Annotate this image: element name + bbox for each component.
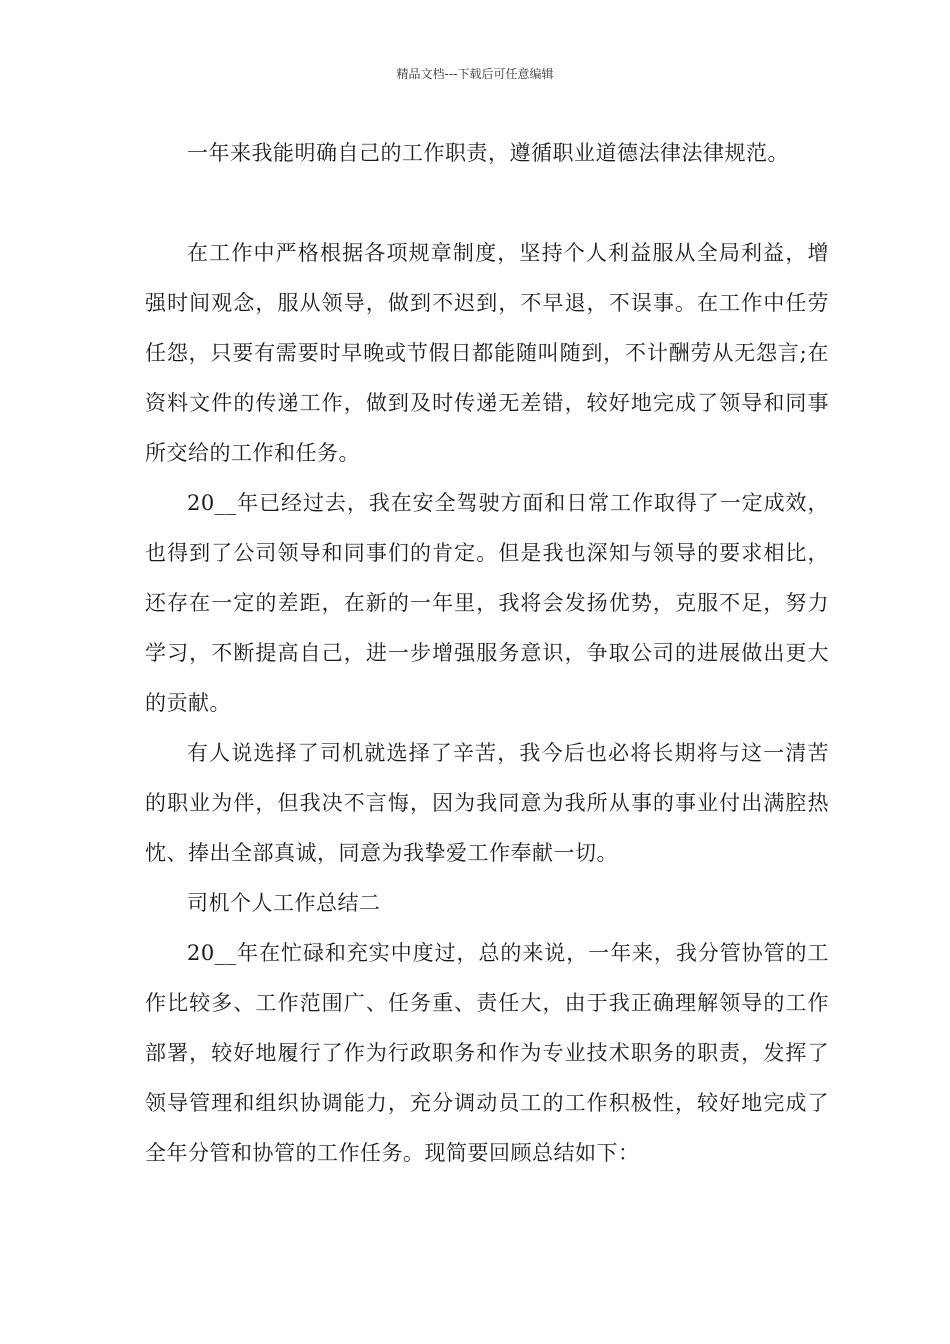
main-text-block bbox=[145, 228, 829, 1178]
intro-block bbox=[145, 128, 829, 178]
section-heading: 司机个人工作总结二 bbox=[187, 891, 381, 915]
paragraph-3: 20__年已经过去，我在安全驾驶方面和日常工作取得了一定成效，也得到了公司领导和同事们的肯定。但是我也深知与领导的要求相比，还存在一定的差距，在新的一年里，我将会发扬优势，克服不足，努力学习，不断提高自己，进一步增强服务意识，争取公司的进展做出更大的贡献。 bbox=[145, 491, 829, 715]
paragraph-2: 在工作中严格根据各项规章制度，坚持个人利益服从全局利益，增强时间观念，服从领导，做到不迟到，不早退，不误事。在工作中任劳任怨，只要有需要时早晚或节假日都能随叫随到，不计酬劳从无怨言;在资料文件的传递工作，做到及时传递无差错，较好地完成了领导和同事所交给的工作和任务。 bbox=[145, 241, 829, 465]
paragraph-1: 一年来我能明确自己的工作职责，遵循职业道德法律法律规范。 bbox=[187, 141, 789, 165]
paragraph-5: 20__年在忙碌和充实中度过，总的来说，一年来，我分管协管的工作比较多、工作范围广、任务重、责任大，由于我正确理解领导的工作部署，较好地履行了作为行政职务和作为专业技术职务的职责，发挥了领导管理和组织协调能力，充分调动员工的工作积极性，较好地完成了全年分管和协管的工作任务。现简要回顾总结如下： bbox=[145, 941, 829, 1165]
paragraph-4: 有人说选择了司机就选择了辛苦，我今后也必将长期将与这一清苦的职业为伴，但我决不言悔，因为我同意为我所从事的事业付出满腔热忱、捧出全部真诚，同意为我挚爱工作奉献一切。 bbox=[145, 741, 829, 865]
page-header: 精品文档---下载后可任意编辑 bbox=[396, 67, 554, 81]
